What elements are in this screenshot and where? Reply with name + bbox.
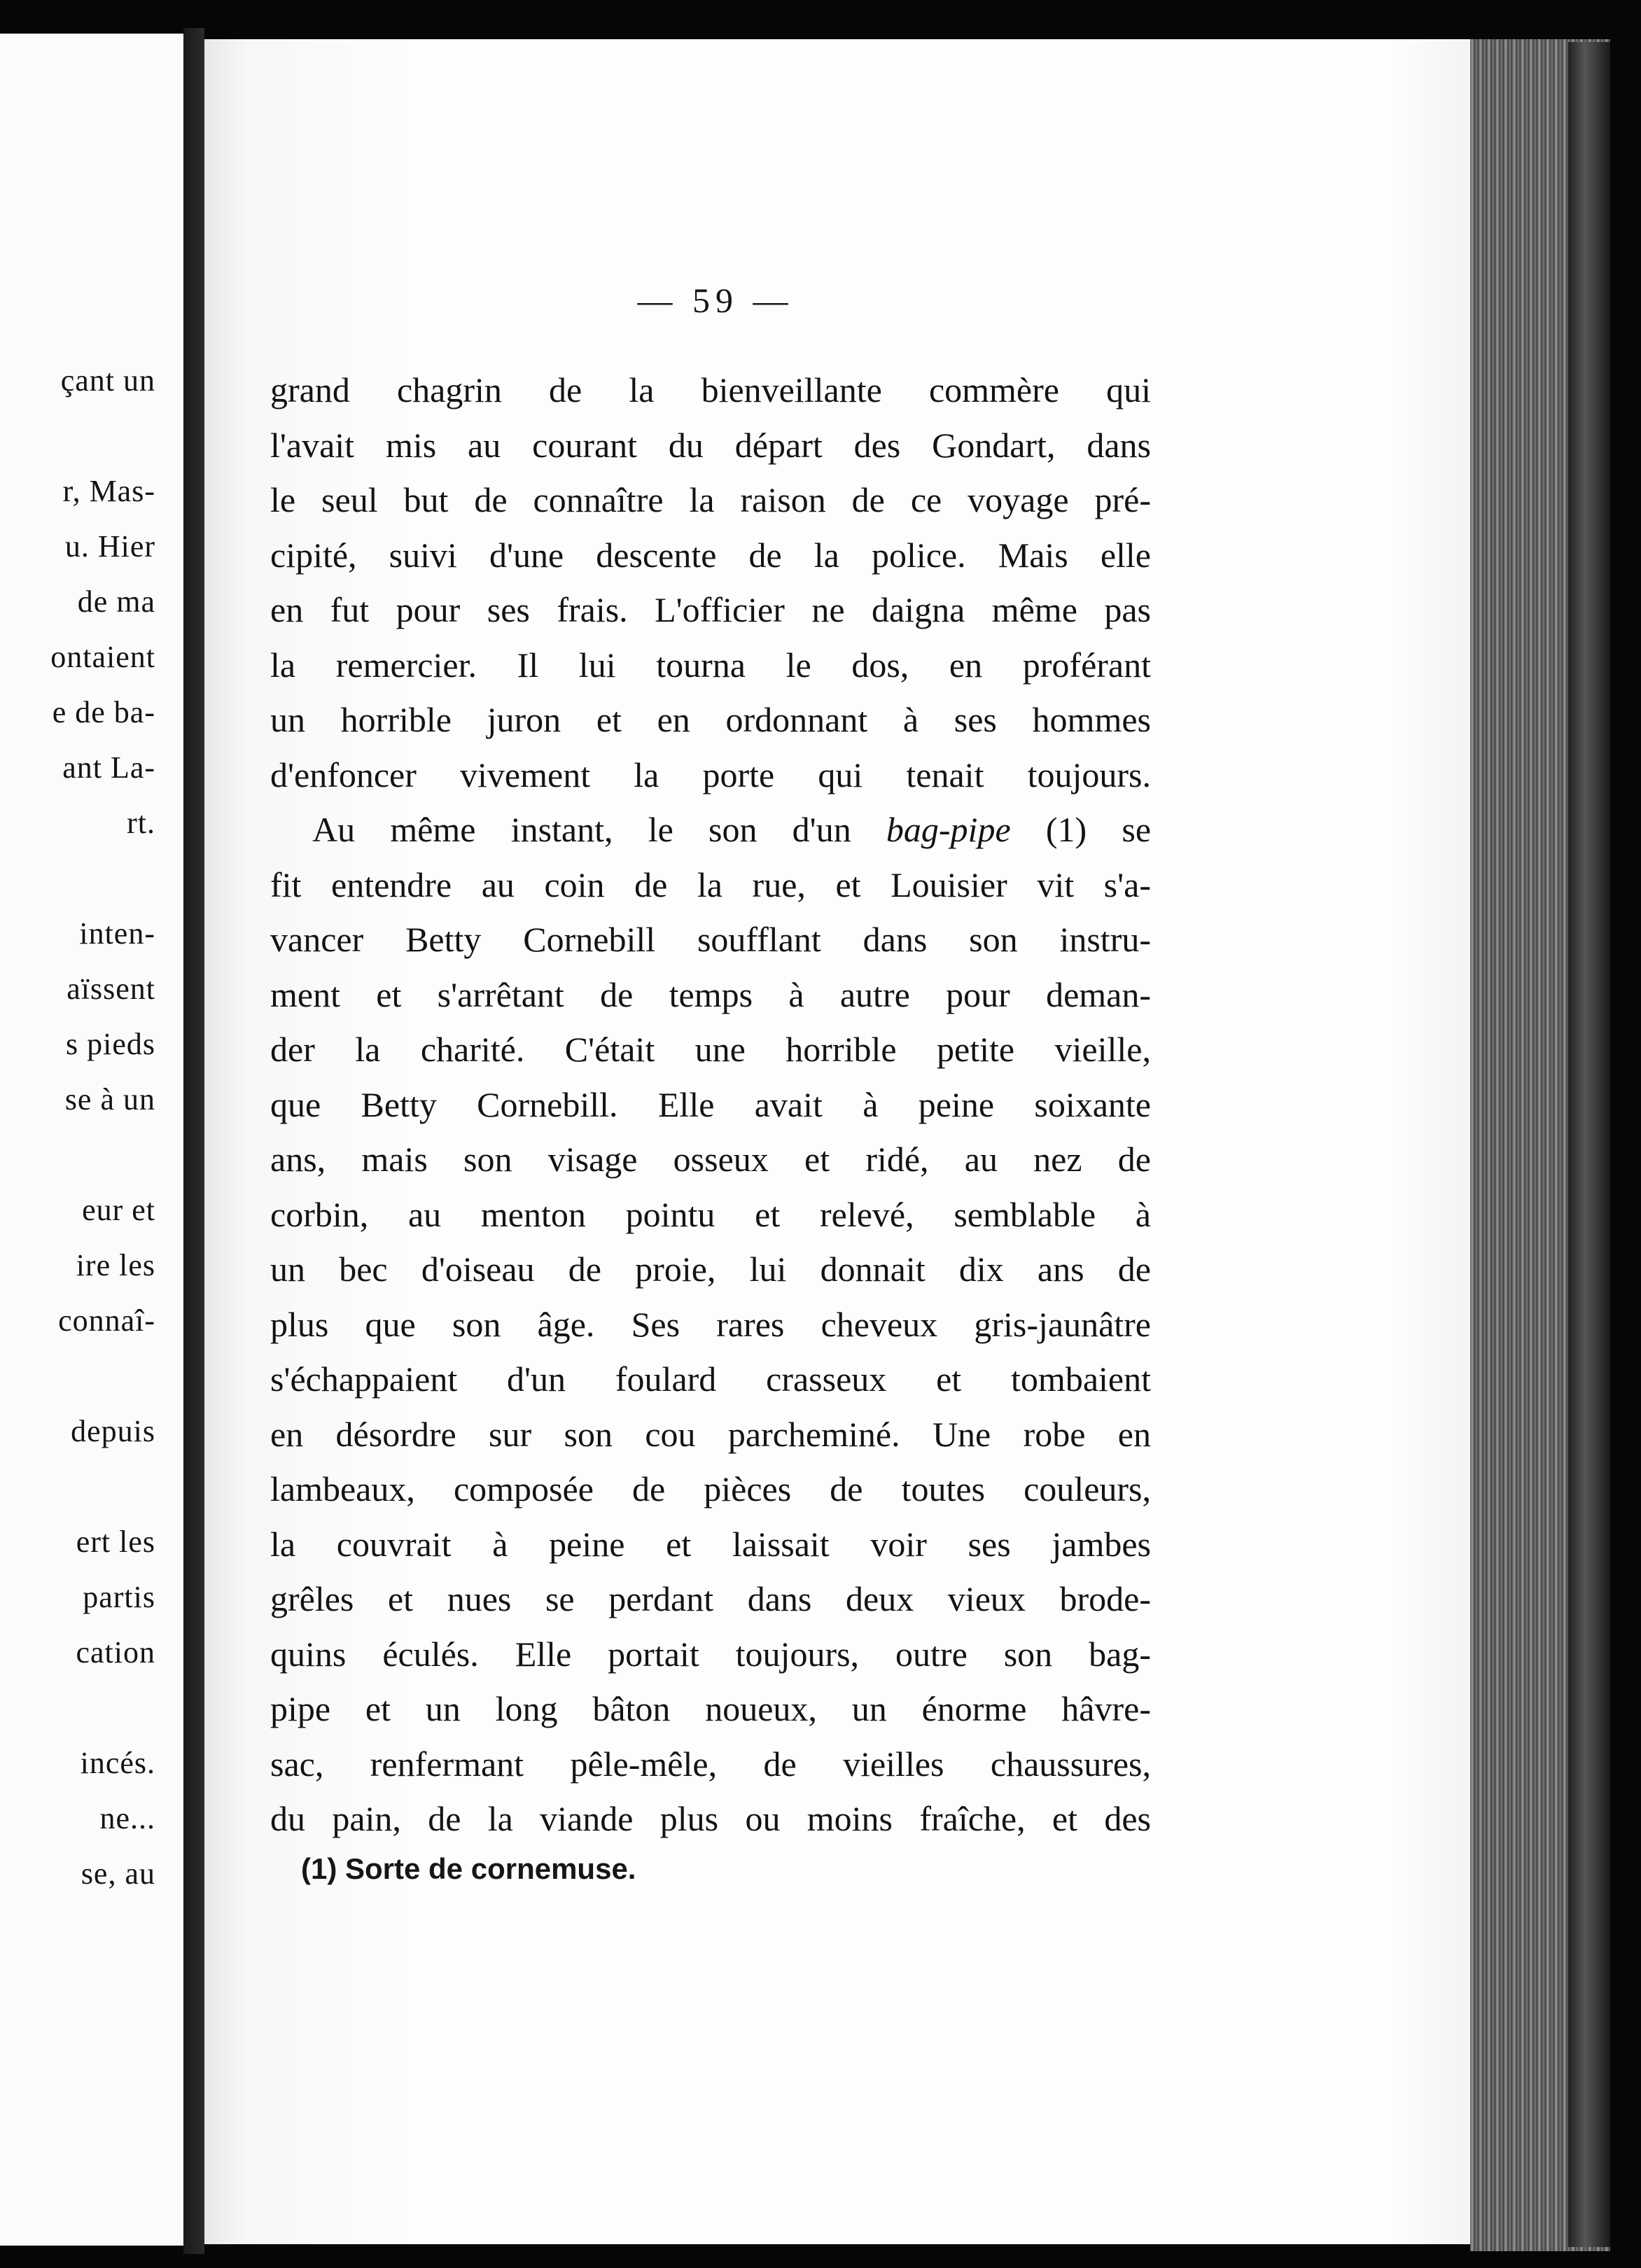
text-line: sac, renfermant pêle-mêle, de vieilles chaussures, (270, 1744, 1151, 1784)
facing-page-line: eur et (82, 1193, 155, 1227)
book-cover-edge (1568, 42, 1610, 2247)
facing-page-line: se, au (81, 1856, 155, 1891)
text-line: pipe et un long bâton noueux, un énorme hâvre- (270, 1689, 1151, 1728)
facing-page-line: inten- (79, 916, 155, 951)
text-line: corbin, au menton pointu et relevé, semblable à (270, 1194, 1151, 1234)
facing-page-line: ert les (76, 1525, 155, 1559)
text-line: quins éculés. Elle portait toujours, outre son bag- (270, 1634, 1151, 1674)
text-segment: Au même instant, le son d'un (312, 810, 886, 849)
facing-page-line: ant La- (62, 750, 155, 785)
facing-page-line: e de ba- (52, 695, 155, 729)
facing-page-line: se à un (64, 1082, 155, 1116)
facing-page-line: ontaient (50, 640, 155, 674)
text-line: fit entendre au coin de la rue, et Louisier vit s'a- (270, 864, 1151, 904)
facing-page-line: incés. (80, 1746, 155, 1780)
facing-page-line: u. Hier (64, 529, 155, 564)
page-number: — 59 — (637, 281, 794, 320)
facing-page-line: ne... (99, 1801, 155, 1835)
text-line: ans, mais son visage osseux et ridé, au nez de (270, 1140, 1151, 1179)
text-line: un horrible juron et en ordonnant à ses hommes (270, 700, 1151, 739)
text-line: la couvrait à peine et laissait voir ses jambes (270, 1524, 1151, 1564)
text-line: plus que son âge. Ses rares cheveux gris-jaunâtre (270, 1304, 1151, 1344)
text-line: en désordre sur son cou parcheminé. Une robe en (270, 1414, 1151, 1454)
text-line: s'échappaient d'un foulard crasseux et tombaient (270, 1359, 1151, 1399)
text-line: grand chagrin de la bienveillante commère qui (270, 370, 1151, 410)
facing-page-line: partis (83, 1580, 155, 1614)
text-line: vancer Betty Cornebill soufflant dans son instru- (270, 920, 1151, 959)
text-line: grêles et nues se perdant dans deux vieux brode- (270, 1579, 1151, 1618)
facing-page-line: aïssent (67, 972, 155, 1006)
text-line: l'avait mis au courant du départ des Gondart, dans (270, 425, 1151, 465)
text-line: d'enfoncer vivement la porte qui tenait toujours. (270, 755, 1151, 794)
text-line: le seul but de connaître la raison de ce voyage pré- (270, 480, 1151, 519)
facing-page-line: cation (76, 1635, 155, 1670)
facing-page-line: r, Mas- (62, 474, 155, 508)
text-line: cipité, suivi d'une descente de la police. Mais elle (270, 535, 1151, 575)
facing-page-line: s pieds (66, 1027, 155, 1061)
book-gutter (183, 28, 204, 2254)
facing-page-line: rt. (127, 806, 155, 840)
facing-page-line: ire les (76, 1248, 155, 1282)
body-text (270, 363, 1151, 1847)
italic-term: bag-pipe (886, 810, 1011, 849)
text-line: lambeaux, composée de pièces de toutes couleurs, (270, 1469, 1151, 1508)
paragraph-start-line (270, 802, 1151, 858)
footnote: (1) Sorte de cornemuse. (301, 1852, 636, 1885)
facing-page-line: depuis (71, 1414, 155, 1448)
text-line: der la charité. C'était une horrible petite vieille, (270, 1030, 1151, 1069)
facing-page-line: çant un (60, 363, 155, 398)
text-line: que Betty Cornebill. Elle avait à peine soixante (270, 1084, 1151, 1124)
text-line: la remercier. Il lui tourna le dos, en proférant (270, 645, 1151, 685)
text-line: du pain, de la viande plus ou moins fraîche, et des (270, 1799, 1151, 1838)
facing-page-fragment (0, 34, 183, 2246)
text-line: ment et s'arrêtant de temps à autre pour deman- (270, 974, 1151, 1014)
text-line: en fut pour ses frais. L'officier ne daigna même pas (270, 590, 1151, 629)
text-line: un bec d'oiseau de proie, lui donnait dix ans de (270, 1250, 1151, 1289)
footnote-ref: (1) se (1010, 810, 1152, 849)
facing-page-line: de ma (77, 584, 155, 619)
facing-page-line: connaî- (58, 1303, 155, 1338)
